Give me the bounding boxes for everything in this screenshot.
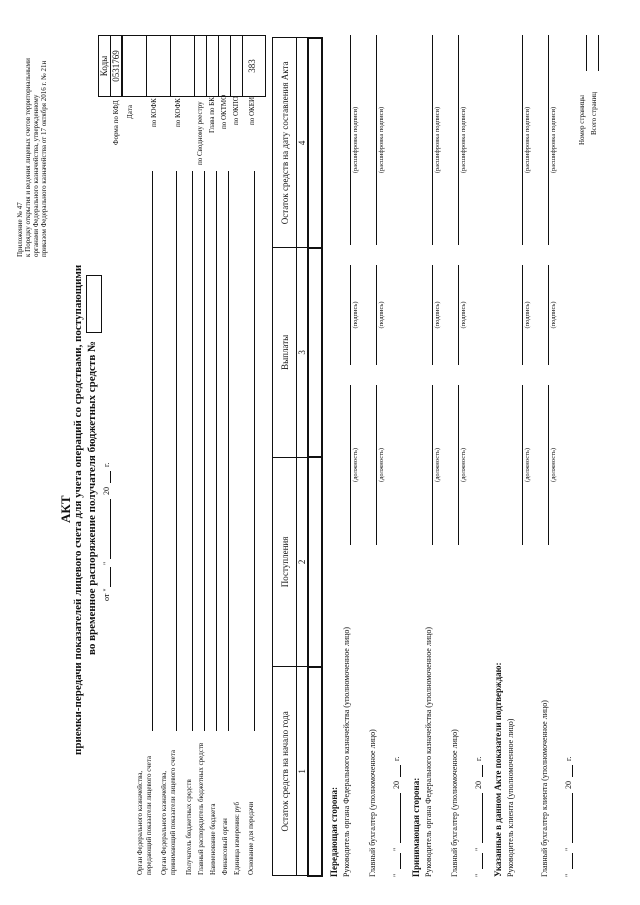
act-date-year[interactable] <box>110 471 111 483</box>
caption-sign-5: (подпись) <box>524 301 531 329</box>
caption-decode-4: (расшифровка подписи) <box>460 106 467 174</box>
col-header-3: Остаток средств на дату составления Акта <box>273 38 297 248</box>
transferring-side-heading: Передающая сторона: <box>329 786 339 877</box>
code-okei: 383 <box>247 59 257 73</box>
act-title-word: АКТ <box>58 495 73 523</box>
receive-date-20: 20 <box>474 781 483 789</box>
client-acc-decode[interactable] <box>548 35 549 245</box>
field-label-8: Единица измерения: руб <box>233 801 241 875</box>
caption-position: (должность) <box>352 447 359 483</box>
transfer-acc-position[interactable] <box>376 385 377 545</box>
transfer-head-decode[interactable] <box>350 35 351 245</box>
balance-table <box>272 37 323 877</box>
receive-head-position[interactable] <box>432 385 433 545</box>
act-date-prefix: от " <box>102 588 111 601</box>
cell-opening-balance[interactable] <box>308 667 322 876</box>
caption-decode: (расшифровка подписи) <box>352 106 359 174</box>
appendix-line4: приказом Федерального казначейства от 17 октября 2016 г. № 21н <box>40 60 48 257</box>
transfer-head-fk-label: Руководитель органа Федерального казначейства (уполномоченное лицо) <box>342 626 351 877</box>
confirm-heading: Указанные в данном Акте показатели подтверждаю: <box>493 662 503 877</box>
col-number-2: 3 <box>297 248 309 457</box>
cell-closing-balance[interactable] <box>308 38 322 248</box>
client-date-20: 20 <box>564 781 573 789</box>
receive-head-decode[interactable] <box>432 35 433 245</box>
receiving-side-heading: Принимающая сторона: <box>411 777 421 877</box>
receive-acc-decode[interactable] <box>458 35 459 245</box>
caption-sign-2: (подпись) <box>378 301 385 329</box>
form-code: 0531769 <box>111 36 123 96</box>
act-date-century: 20 <box>102 487 111 495</box>
transfer-chief-acc-label: Главный бухгалтер (уполномоченное лицо) <box>368 729 377 877</box>
caption-sign: (подпись) <box>352 301 359 329</box>
act-title-line1: приемки-передачи показателей лицевого счета для учета операций со средствами, поступающими <box>72 264 84 755</box>
caption-position-3: (должность) <box>434 447 441 483</box>
receive-acc-position[interactable] <box>458 385 459 545</box>
client-head-decode[interactable] <box>522 35 523 245</box>
receive-head-fk-label: Руководитель органа Федерального казначейства (уполномоченное лицо) <box>424 626 433 877</box>
field-label-2: Орган Федерального казначейства, <box>160 770 168 875</box>
code-kofk-1[interactable] <box>147 36 171 96</box>
appendix-line2: к Порядку открытия и ведения лицевых счетов территориальными <box>24 58 32 257</box>
receive-chief-acc-label: Главный бухгалтер (уполномоченное лицо) <box>450 729 459 877</box>
field-label-1: передающий показатели лицевого счета <box>145 755 153 875</box>
field-line-fk-receive[interactable] <box>176 171 177 731</box>
transfer-acc-sign[interactable] <box>376 265 377 365</box>
transfer-date-q2: " <box>392 847 401 851</box>
receive-date-year[interactable] <box>482 765 483 777</box>
client-head-sign[interactable] <box>522 265 523 365</box>
transfer-date-g: г. <box>392 756 401 761</box>
act-date-mid: " <box>102 561 111 565</box>
field-line-recipient[interactable] <box>192 171 193 731</box>
glava-label: Глава по БК <box>208 97 216 133</box>
form-kfd-label: Форма по КФД <box>112 100 120 145</box>
appendix-line3: органами Федерального казначейства, утвержденному <box>32 94 40 257</box>
col-header-2: Выплаты <box>273 248 297 457</box>
col-number-0: 1 <box>297 667 309 876</box>
oktmo-label: по ОКТМО <box>220 94 228 129</box>
field-label-6: Наименование бюджета <box>209 803 217 875</box>
client-date-q1: " <box>564 873 573 877</box>
client-acc-sign[interactable] <box>548 265 549 365</box>
codes-header: Коды <box>99 36 111 96</box>
col-header-1: Поступления <box>273 457 297 667</box>
caption-decode-6: (расшифровка подписи) <box>550 106 557 174</box>
field-label-5: Главный распорядитель бюджетных средств <box>197 742 205 875</box>
caption-decode-3: (расшифровка подписи) <box>434 106 441 174</box>
caption-position-4: (должность) <box>460 447 467 483</box>
receive-date-q2: " <box>474 847 483 851</box>
receive-date-g: г. <box>474 756 483 761</box>
kofk-label-1: по КОФК <box>150 98 158 127</box>
total-pages-label: Всего страниц <box>590 91 598 135</box>
caption-decode-2: (расшифровка подписи) <box>378 106 385 174</box>
cell-receipts[interactable] <box>308 457 322 667</box>
caption-sign-3: (подпись) <box>434 301 441 329</box>
field-line-grbs[interactable] <box>204 171 205 731</box>
client-date-q2: " <box>564 847 573 851</box>
caption-sign-6: (подпись) <box>550 301 557 329</box>
act-title-line2: во временное распоряжение получателя бюджетных средств № <box>86 340 98 655</box>
transfer-date-year[interactable] <box>400 765 401 777</box>
field-line-basis[interactable] <box>254 171 255 731</box>
okei-label: по ОКЕИ <box>248 96 256 125</box>
act-date-suffix: г. <box>102 462 111 467</box>
total-pages-field[interactable] <box>598 35 599 71</box>
client-acc-position[interactable] <box>548 385 549 545</box>
code-date[interactable] <box>123 36 147 96</box>
code-glava[interactable] <box>207 36 219 96</box>
page-number-label: Номер страницы <box>578 94 586 145</box>
okpo-label: по ОКПО <box>232 96 240 125</box>
transfer-date-month[interactable] <box>400 793 401 843</box>
client-date-g: г. <box>564 756 573 761</box>
client-chief-acc-label: Главный бухгалтер клиента (уполномоченное лицо) <box>540 700 549 877</box>
caption-position-6: (должность) <box>550 447 557 483</box>
appendix-line1: Приложение № 47 <box>16 202 24 257</box>
receive-date-month[interactable] <box>482 793 483 843</box>
transfer-date-day[interactable] <box>400 853 401 869</box>
caption-sign-4: (подпись) <box>460 301 467 329</box>
code-svod[interactable] <box>195 36 207 96</box>
code-kofk-2[interactable] <box>171 36 195 96</box>
receive-acc-sign[interactable] <box>458 265 459 365</box>
client-date-year[interactable] <box>572 765 573 777</box>
client-date-day[interactable] <box>572 853 573 869</box>
date-label: Дата <box>126 105 134 119</box>
field-label-4: Получатель бюджетных средств <box>185 779 193 875</box>
code-okpo[interactable] <box>231 36 243 96</box>
receive-date-day[interactable] <box>482 853 483 869</box>
act-date-day[interactable] <box>110 567 111 587</box>
transfer-head-position[interactable] <box>350 385 351 545</box>
code-oktmo[interactable] <box>219 36 231 96</box>
client-head-label: Руководитель клиента (уполномоченное лицо) <box>506 718 515 877</box>
field-label-7: Финансовый орган <box>221 818 229 875</box>
transfer-acc-decode[interactable] <box>376 35 377 245</box>
caption-position-5: (должность) <box>524 447 531 483</box>
field-label-3: принимающий показатели лицевого счета <box>169 750 177 875</box>
transfer-date-q1: " <box>392 873 401 877</box>
field-line-fk-transfer[interactable] <box>152 171 153 731</box>
cell-payments[interactable] <box>308 248 322 457</box>
transfer-date-20: 20 <box>392 781 401 789</box>
act-date-month[interactable] <box>110 499 111 559</box>
field-line-budget[interactable] <box>216 171 217 731</box>
page-number-field[interactable] <box>586 35 587 71</box>
col-number-3: 4 <box>297 38 309 248</box>
receive-date-q1: " <box>474 873 483 877</box>
codes-box <box>98 35 266 97</box>
svod-label: по Сводному реестру <box>196 101 204 165</box>
field-label-0: Орган Федерального казначейства, <box>136 770 144 875</box>
kofk-label-2: по КОФК <box>174 98 182 127</box>
receive-head-sign[interactable] <box>432 265 433 365</box>
field-label-9: Основание для передачи <box>247 801 255 875</box>
client-date-month[interactable] <box>572 793 573 843</box>
col-header-0: Остаток средств на начало года <box>273 667 297 876</box>
caption-position-2: (должность) <box>378 447 385 483</box>
field-line-fin-organ[interactable] <box>228 171 229 731</box>
transfer-head-sign[interactable] <box>350 265 351 365</box>
act-number-box[interactable] <box>86 275 102 333</box>
client-head-position[interactable] <box>522 385 523 545</box>
col-number-1: 2 <box>297 457 309 667</box>
caption-decode-5: (расшифровка подписи) <box>524 106 531 174</box>
